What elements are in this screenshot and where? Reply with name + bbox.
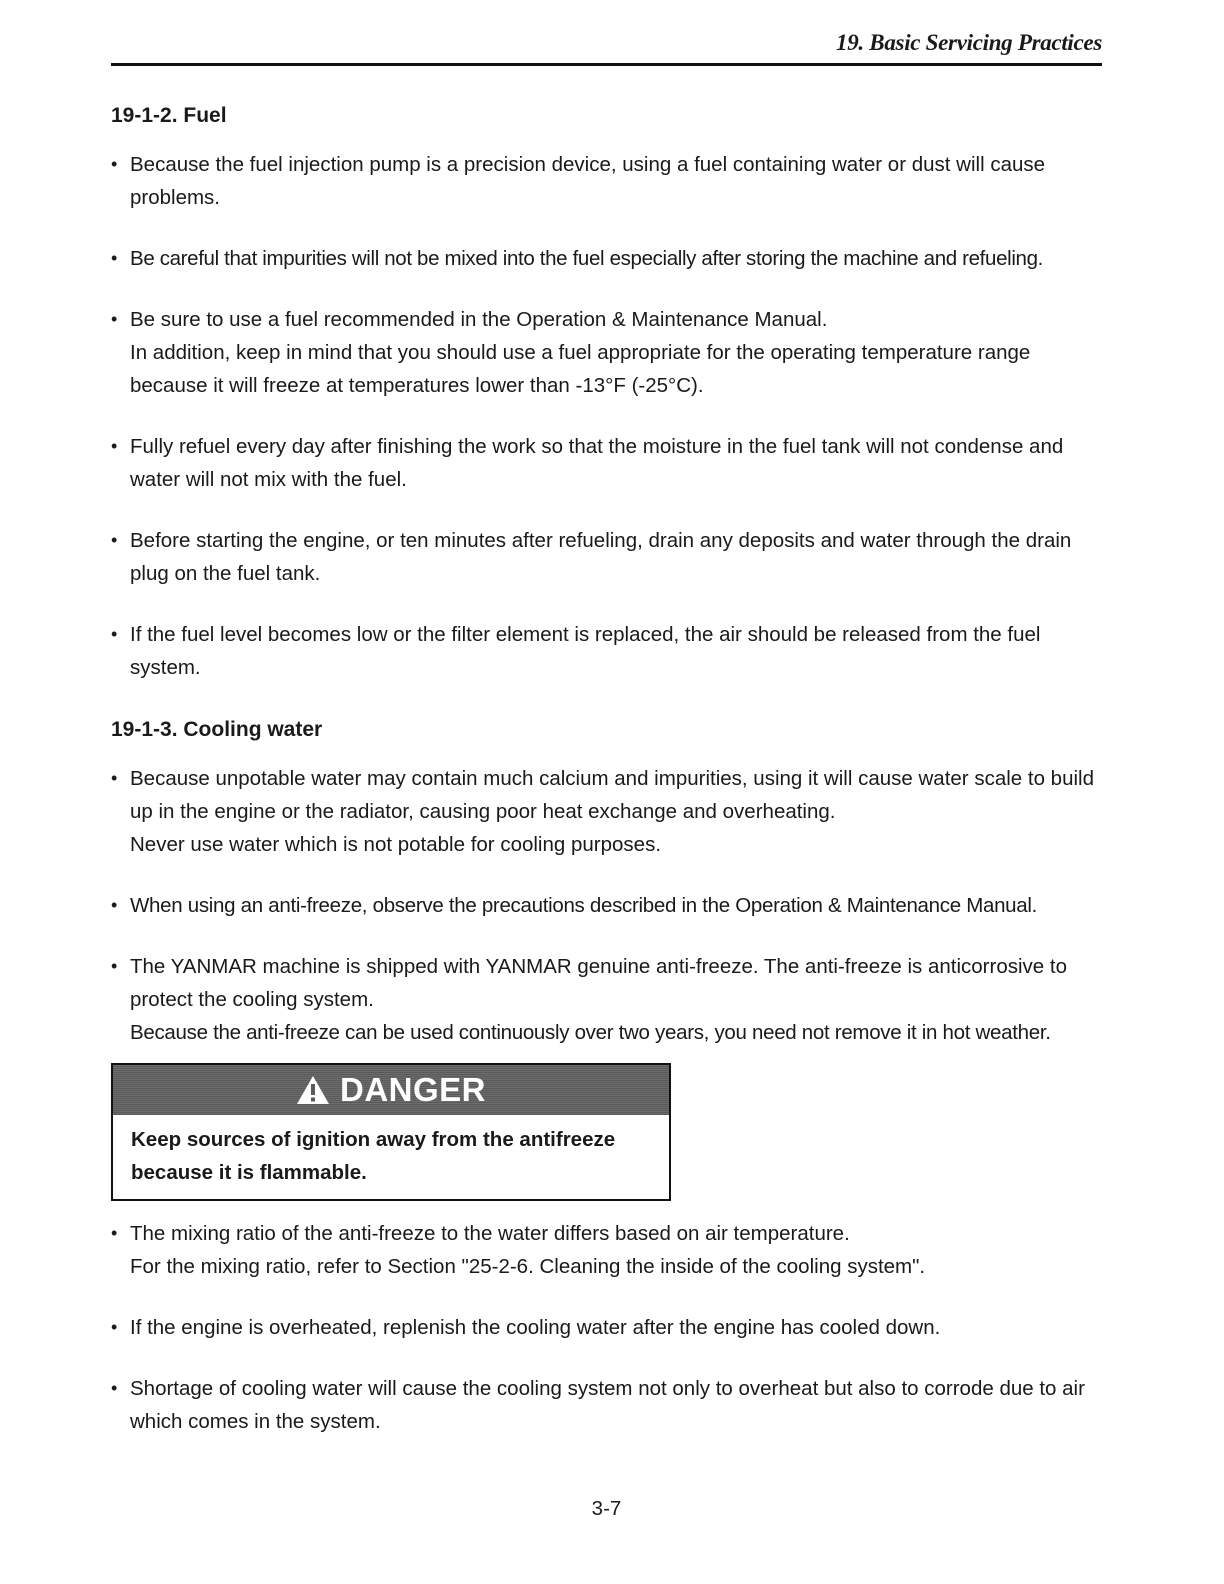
bullet-text: Fully refuel every day after finishing the work so that the moisture in the fuel tank will not condense and water will not mix with the fuel. — [130, 435, 1064, 491]
bullet-text: Never use water which is not potable for cooling purposes. — [130, 833, 662, 856]
bullet-dot: • — [111, 768, 118, 788]
list-item — [111, 148, 1102, 214]
bullet-text: Because the anti-freeze can be used continuously over two years, you need not remove it in hot weather. — [130, 1021, 1051, 1044]
page-number: 3-7 — [591, 1497, 622, 1520]
bullet-text: If the fuel level becomes low or the filter element is replaced, the air should be released from the fuel system. — [130, 623, 1041, 679]
bullet-text: Be sure to use a fuel recommended in the Operation & Maintenance Manual. — [130, 308, 828, 331]
bullet-dot: • — [111, 248, 118, 268]
bullet-text: Be careful that impurities will not be mixed into the fuel especially after storing the machine and refueling. — [130, 247, 1043, 270]
danger-header — [113, 1065, 669, 1115]
list-item — [111, 1372, 1102, 1438]
list-item — [111, 618, 1102, 684]
bullet-text: In addition, keep in mind that you should use a fuel appropriate for the operating temperature range because it will freeze at temperatures lower than -13°F (-25°C). — [130, 341, 1031, 397]
list-item — [111, 950, 1102, 1049]
danger-text: Keep sources of ignition away from the antifreeze because it is flammable. — [131, 1128, 616, 1184]
bullet-dot: • — [111, 436, 118, 456]
header-rule — [111, 63, 1102, 66]
bullet-dot: • — [111, 1378, 118, 1398]
bullet-text: Before starting the engine, or ten minutes after refueling, drain any deposits and water through the drain plug on the fuel tank. — [130, 529, 1072, 585]
bullet-text: If the engine is overheated, replenish the cooling water after the engine has cooled down. — [130, 1316, 941, 1339]
bullet-dot: • — [111, 956, 118, 976]
bullet-dot: • — [111, 895, 118, 915]
danger-label: DANGER — [339, 1071, 486, 1108]
cooling-bullet-list-continued — [111, 1217, 1102, 1438]
page-content — [111, 100, 1102, 1438]
bullet-text: For the mixing ratio, refer to Section "25-2-6. Cleaning the inside of the cooling system". — [130, 1255, 926, 1278]
bullet-text: The mixing ratio of the anti-freeze to the water differs based on air temperature. — [130, 1222, 850, 1245]
chapter-header: 19. Basic Servicing Practices — [836, 30, 1102, 55]
list-item — [111, 762, 1102, 861]
section-title-fuel: 19-1-2. Fuel — [111, 104, 227, 127]
list-item — [111, 430, 1102, 496]
list-item — [111, 889, 1102, 922]
bullet-dot: • — [111, 1317, 118, 1337]
list-item — [111, 303, 1102, 402]
list-item — [111, 1217, 1102, 1283]
bullet-text: When using an anti-freeze, observe the precautions described in the Operation & Maintenance Manual. — [130, 894, 1038, 917]
list-item — [111, 242, 1102, 275]
manual-page — [111, 0, 1102, 1584]
bullet-dot: • — [111, 1223, 118, 1243]
bullet-text: Because the fuel injection pump is a precision device, using a fuel containing water or dust will cause problems. — [130, 153, 1046, 209]
danger-notice — [111, 1063, 671, 1201]
bullet-dot: • — [111, 530, 118, 550]
bullet-text: The YANMAR machine is shipped with YANMAR genuine anti-freeze. The anti-freeze is anticorrosive to protect the cooling system. — [130, 955, 1067, 1011]
fuel-bullet-list — [111, 148, 1102, 684]
section-title-cooling-water: 19-1-3. Cooling water — [111, 718, 323, 741]
cooling-bullet-list — [111, 762, 1102, 1049]
bullet-text: Because unpotable water may contain much calcium and impurities, using it will cause water scale to build up in the engine or the radiator, causing poor heat exchange and overheating. — [130, 767, 1094, 823]
section-fuel — [111, 100, 1102, 684]
section-cooling-water — [111, 714, 1102, 1438]
bullet-text: Shortage of cooling water will cause the cooling system not only to overheat but also to corrode due to air which comes in the system. — [130, 1377, 1085, 1433]
bullet-dot: • — [111, 309, 118, 329]
bullet-dot: • — [111, 154, 118, 174]
warning-triangle-icon — [296, 1075, 330, 1105]
bullet-dot: • — [111, 624, 118, 644]
list-item — [111, 524, 1102, 590]
list-item — [111, 1311, 1102, 1344]
